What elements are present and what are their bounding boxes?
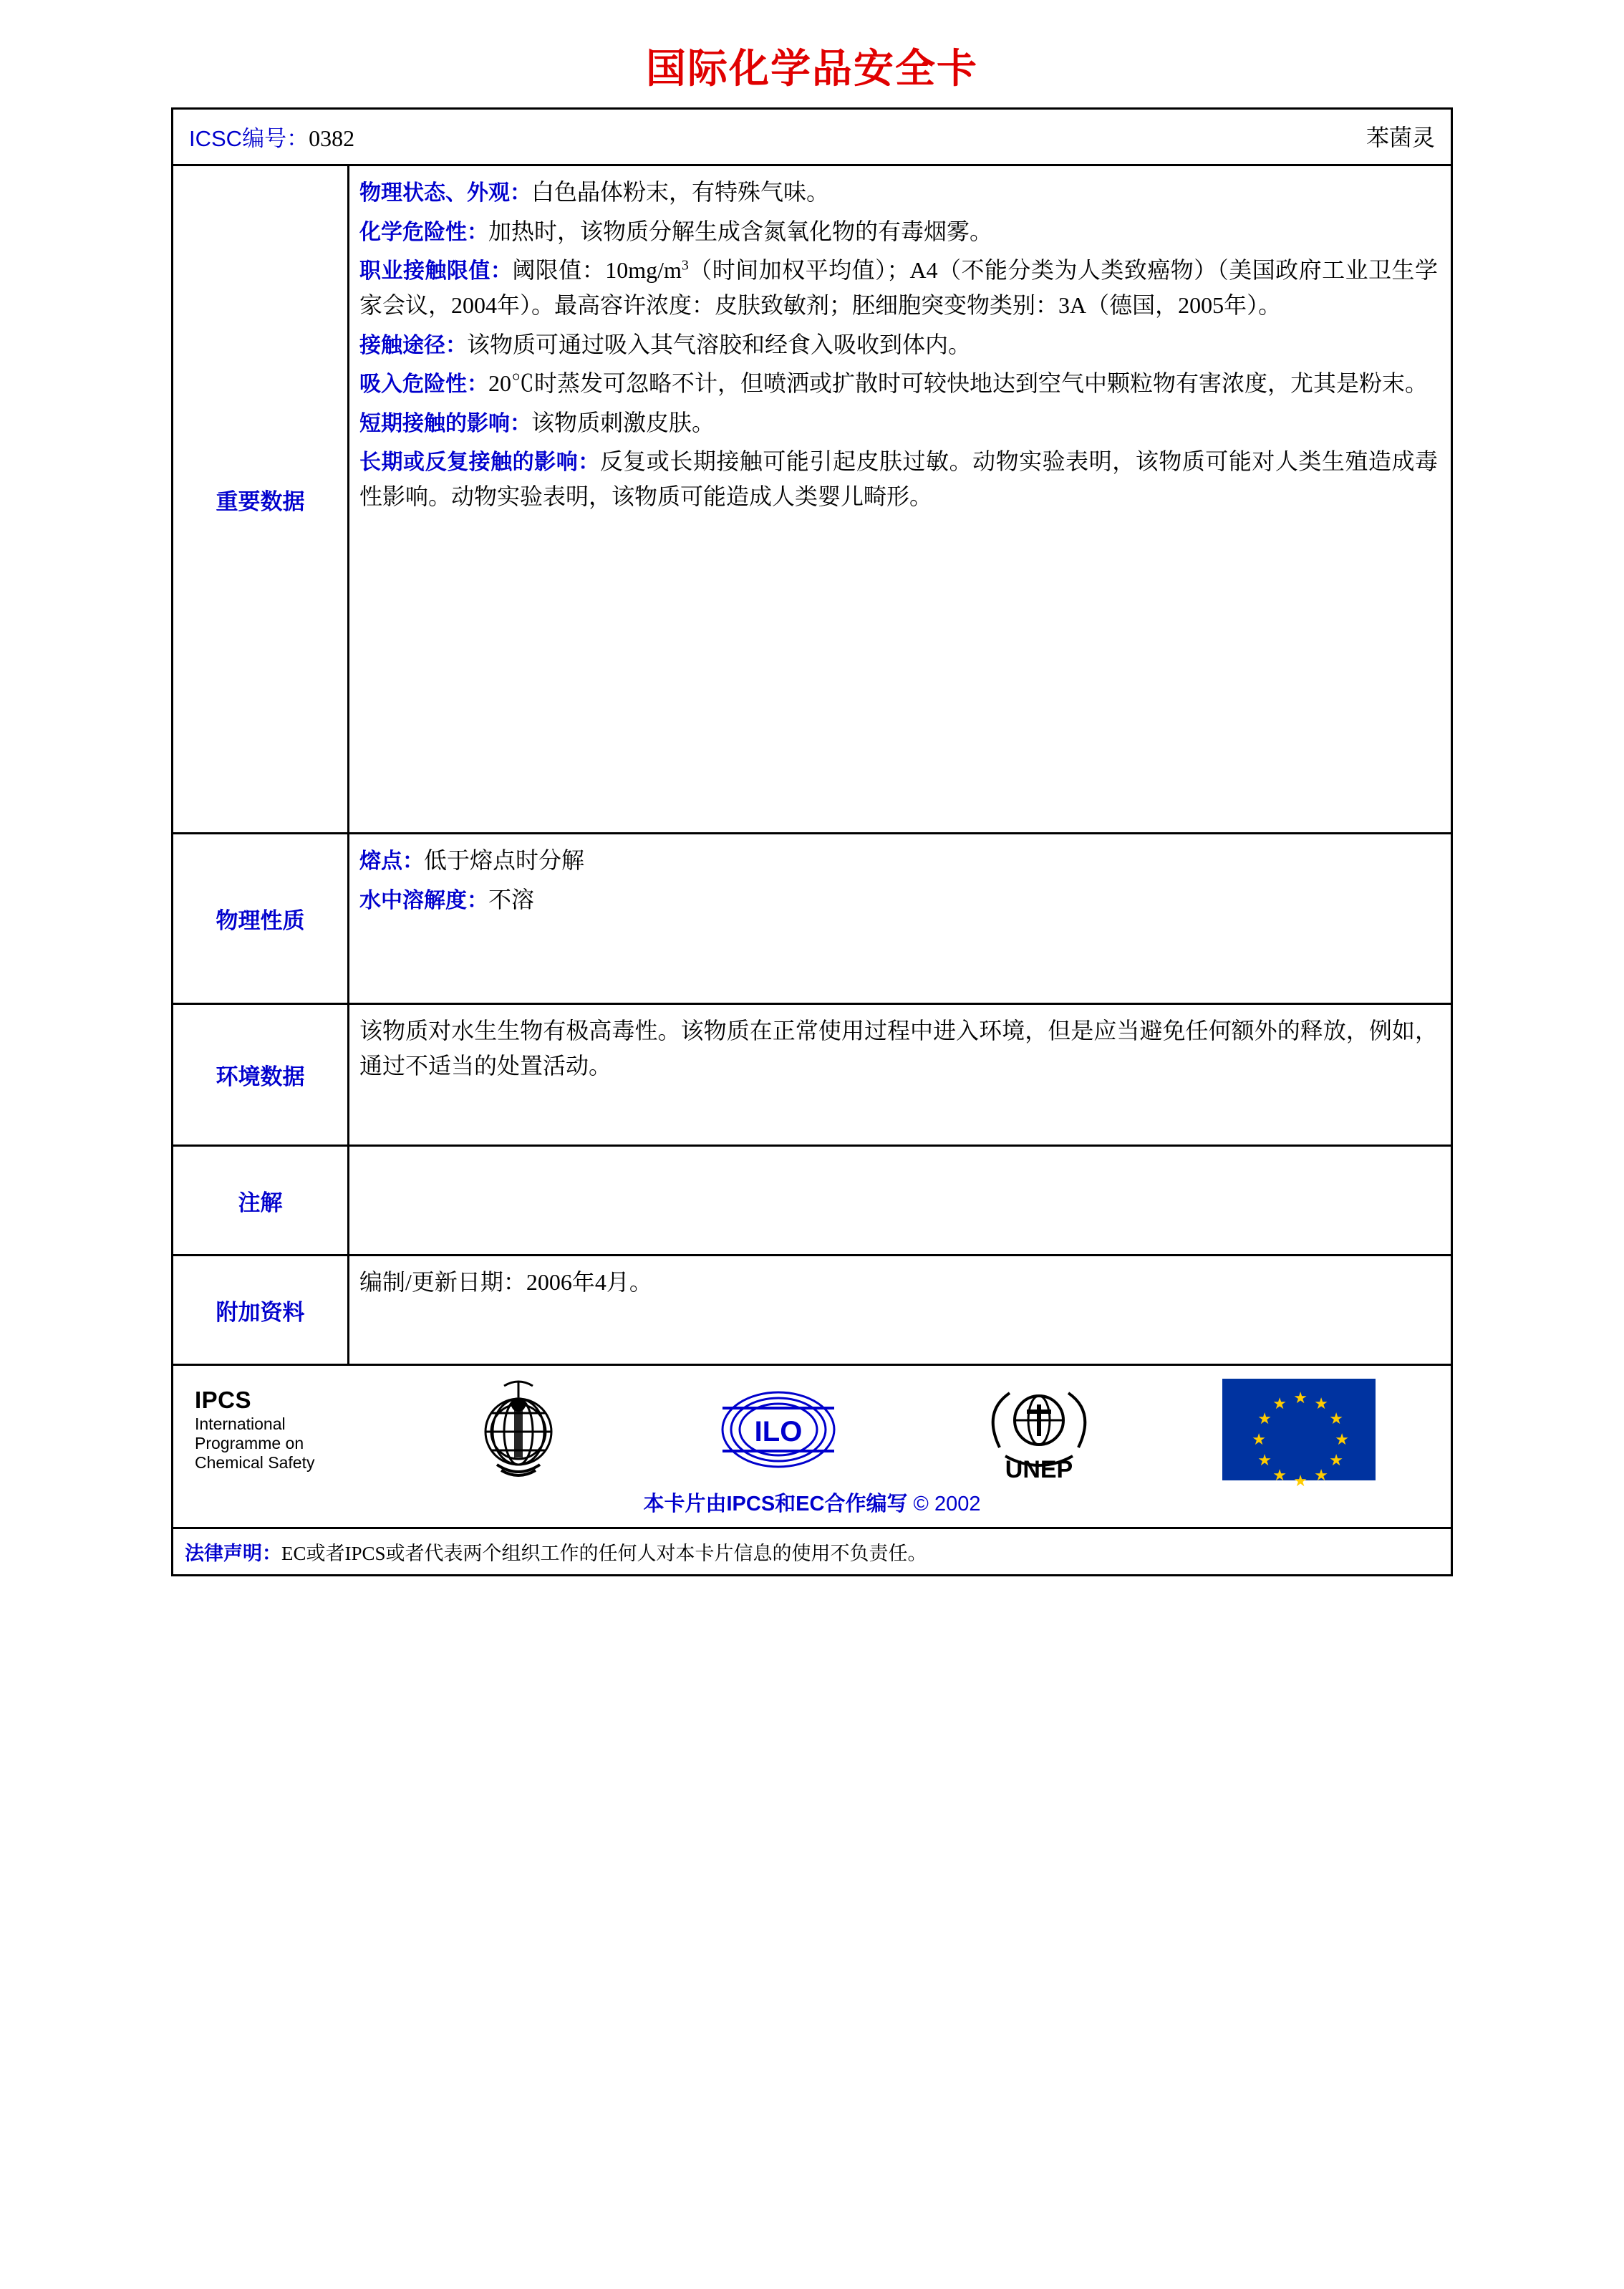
text-routes-of-exposure: 该物质可通过吸入其气溶胶和经食入吸收到体内。 <box>467 331 972 357</box>
heading-inhalation-risk: 吸入危险性： <box>359 372 488 397</box>
ilo-logo <box>700 1379 857 1480</box>
section-content-additional-information <box>349 1256 1451 1364</box>
section-content-notes <box>349 1147 1451 1254</box>
legal-notice <box>173 1529 1451 1574</box>
eu-flag: ★ ★ ★ ★ ★ ★ ★ ★ ★ ★ ★ ★ <box>1222 1379 1376 1480</box>
legal-label: 法律声明： <box>185 1543 281 1564</box>
credit-line <box>173 1486 1451 1527</box>
heading-melting-point: 熔点： <box>359 849 424 873</box>
ipcs-line-3: Chemical Safety <box>195 1453 315 1473</box>
text-short-term-effects: 该物质刺激皮肤。 <box>531 409 715 435</box>
section-content-important-data <box>349 166 1451 832</box>
paragraph-short-term-effects <box>359 405 1438 440</box>
svg-text:ILO: ILO <box>754 1416 803 1447</box>
paragraph-water-solubility <box>359 882 1438 917</box>
page-title: 国际化学品安全卡 <box>646 46 978 91</box>
sup-cubic: 3 <box>681 257 689 274</box>
who-logo-slot <box>388 1376 649 1483</box>
icsc-number: 0382 <box>309 125 355 151</box>
ipcs-text-block <box>195 1387 388 1473</box>
paragraph-melting-point <box>359 843 1438 878</box>
paragraph-exposure-limits <box>359 253 1438 322</box>
section-label-notes: 注解 <box>173 1147 349 1254</box>
eu-flag-slot <box>1169 1379 1430 1490</box>
ilo-logo-slot <box>649 1379 909 1480</box>
text-inhalation-risk: 20℃时蒸发可忽略不计，但喷洒或扩散时可较快地达到空气中颗粒物有害浓度，尤其是粉末。 <box>488 370 1429 397</box>
section-environmental-data <box>173 1005 1451 1147</box>
heading-chemical-dangers: 化学危险性： <box>359 220 488 244</box>
section-important-data <box>173 166 1451 834</box>
paragraph-long-term-effects <box>359 444 1438 514</box>
unep-label: UNEP <box>1005 1456 1073 1483</box>
paragraph-physical-state <box>359 175 1438 210</box>
heading-routes-of-exposure: 接触途径： <box>359 333 467 357</box>
section-label-physical-properties: 物理性质 <box>173 834 349 1003</box>
section-label-important-data: 重要数据 <box>173 166 349 832</box>
unep-logo-slot <box>909 1376 1169 1483</box>
ipcs-line-1: International <box>195 1414 286 1433</box>
who-logo <box>461 1376 576 1483</box>
paragraph-environmental-data: 该物质对水生生物有极高毒性。该物质在正常使用过程中进入环境，但是应当避免任何额外的释放，例如，通过不适当的处置活动。 <box>359 1018 1438 1079</box>
paragraph-routes-of-exposure <box>359 327 1438 362</box>
icsc-label: ICSC编号： <box>189 125 309 151</box>
section-label-environmental-data: 环境数据 <box>173 1005 349 1144</box>
icsc-number-block <box>189 120 354 153</box>
text-exposure-limits: 阈限值：$10mg/m^3$（时间加权平均值）；A4（不能分类为人类致癌物）（美国政府工业卫生学家会议，2004年）。最高容许浓度：皮肤致敏剂；胚细胞突变物类别：3A（德国，2005年）。 <box>359 257 1438 318</box>
substance-name: 苯菌灵 <box>1366 125 1435 150</box>
section-label-additional-information: 附加资料 <box>173 1256 349 1364</box>
text-long-term-effects: 反复或长期接触可能引起皮肤过敏。动物实验表明，该物质可能对人类生殖造成毒性影响。动物实验表明，该物质可能造成人类婴儿畸形。 <box>359 448 1439 509</box>
heading-water-solubility: 水中溶解度： <box>359 888 488 912</box>
section-additional-information <box>173 1256 1451 1366</box>
text-water-solubility: 不溶 <box>488 886 535 912</box>
logos-container <box>173 1366 1451 1490</box>
unep-logo <box>971 1376 1107 1483</box>
card-header <box>173 110 1451 166</box>
icsc-card <box>171 107 1453 1576</box>
legal-text: EC或者IPCS或者代表两个组织工作的任何人对本卡片信息的使用不负责任。 <box>281 1543 927 1564</box>
paragraph-chemical-dangers <box>359 214 1438 249</box>
heading-exposure-limits: 职业接触限值： <box>359 259 513 284</box>
ipcs-line-2: Programme on <box>195 1433 304 1452</box>
heading-long-term-effects: 长期或反复接触的影响： <box>359 450 600 475</box>
ipcs-title: IPCS <box>195 1386 252 1413</box>
heading-short-term-effects: 短期接触的影响： <box>359 411 531 435</box>
section-physical-properties <box>173 834 1451 1005</box>
copyright-text: © 2002 <box>913 1493 981 1515</box>
section-notes <box>173 1147 1451 1256</box>
paragraph-revision-date: 编制/更新日期：2006年4月。 <box>359 1269 652 1295</box>
credit-text: 本卡片由IPCS和EC合作编写 <box>643 1493 908 1515</box>
text-physical-state: 白色晶体粉末，有特殊气味。 <box>531 179 830 205</box>
paragraph-inhalation-risk <box>359 366 1438 401</box>
heading-physical-state: 物理状态、外观： <box>359 181 531 205</box>
section-content-environmental-data <box>349 1005 1451 1144</box>
section-content-physical-properties <box>349 834 1451 1003</box>
text-chemical-dangers: 加热时，该物质分解生成含氮氧化物的有毒烟雾。 <box>488 218 993 244</box>
text-melting-point: 低于熔点时分解 <box>424 847 585 873</box>
footer-logos-row <box>173 1366 1451 1529</box>
